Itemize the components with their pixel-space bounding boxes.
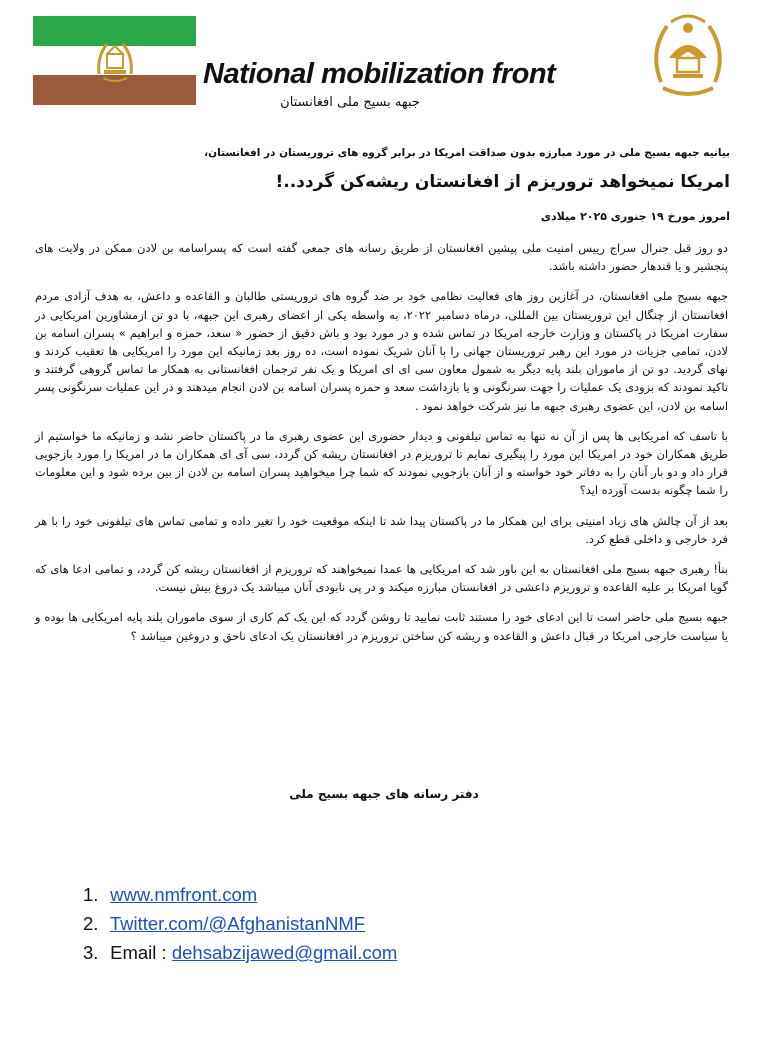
paragraph: جبهه بسیج ملی حاضر است تا این ادعای خود را مستند ثابت نمایید تا روشن گردد که این یک کم کاری از سوی ماموران بلند پایه امریکایی ها بوده و یا سیاست خارجی امریکا در قبال داعش و القاعده و ریشه کن ساختن تروریزم در افغانستان یک ادعای ناحق و دروغین میباشد ؟ [35,610,728,643]
org-name-persian: جبهه بسیج ملی افغانستان [280,95,420,110]
emblem-seal-icon [647,12,729,102]
signature: دفتر رسانه های جبهه بسیج ملی [289,787,479,801]
headline: امریکا نمیخواهد تروریزم از افغانستان ریشه‌کن گردد..! [275,172,730,192]
twitter-link[interactable]: Twitter.com/@AfghanistanNMF [109,913,366,934]
org-name-english: National mobilization front [203,58,556,90]
paragraph: با تاسف که امریکایی ها پس از آن نه تنها به تماس تیلفونی و دیدار حضوری این عضوی رهبری ما در پاکستان حاضر نشد و زمانیکه ما خواستیم از طریق همکاران خود در امریکا این مورد را پیگیری نمایم تا تروریزم در افغانستان ریشه کن گردد، سی آی ای همکاران ما در امریکا را مورد بازجویی قرار داد و دو بار آنان را به دفاتر خود خواسته و از آنان بازجویی نمودند که شما چرا میخواهید پسران اسامه بن لادن از بین برده شود و این معلومات را شما چگونه بدست آورده اید؟ [35,428,728,498]
paragraph: بعد از آن چالش های زیاد امنیتی برای این همکار ما در پاکستان پیدا شد تا اینکه موقعیت خود را تغیر داده و تمامی تماس های تیلفونی خود را با هر فرد خارجی و داخلی قطع کرد. [35,513,728,546]
paragraph: بنأ! رهبری جبهه بسیج ملی افغانستان به این باور شد که امریکایی ها عمدا نمیخواهند که تروریزم از افغانستان ریشه کن گردد، و تمامی ادعا های که گویا امریکا بر علیه القاعده و تروریزم داعشی در افغانستان مبارزه میکند و در پی نابودی آنان میباشد یک دروغ بیش نیست. [35,562,728,595]
national-flag [33,16,196,105]
paragraph: دو روز قبل جنرال سراج رییس امنیت ملی پیشین افغانستان از طریق رسانه های جمعی گفته است که پسراسامه بن لادن ممکن در ولایت های پنجشیر و یا قندهار حضور داشته باشد. [35,241,728,274]
email-link[interactable]: dehsabzijawed@gmail.com [171,942,398,963]
list-number: 1. [83,884,99,905]
list-item [83,909,397,938]
statement-lead: بیانیه جبهه بسیج ملی در مورد مبارزه بدون صداقت امریکا در برابر گروه های تروریستان در افغانستان، [204,147,730,159]
list-number: 2. [83,913,99,934]
statement-body [35,239,728,657]
contact-links [83,880,397,967]
email-label: Email : [110,942,172,963]
list-item [83,880,397,909]
list-item [83,938,397,967]
list-number: 3. [83,942,99,963]
website-link[interactable]: www.nmfront.com [110,884,258,905]
paragraph: جبهه بسیج ملی افغانستان، در آغازین روز های فعالیت نظامی خود بر ضد گروه های تروریستی طالبان و القاعده و داعش، به هدف آزادی مردم افغانستان از چنگال این تروریستان بین المللی، درماه دسامبر ۲۰۲۲، به واسطه یکی از اعضای رهبری این جبهه، با دو تن ازمشاورین امریکایی در سفارت امریکا در پاکستان و وزارت خارجه امریکا در تماس شده و در مورد بود و باش دقیق از حضور « سعد، حمزه و ابراهیم » پسران اسامه بن لادن، تمامی جزیات در مورد این رهبر تروریستان جهانی را با آنان شریک نموده است، ده روز بعد زمانیکه این مورد را امریکایی ها تعقیب کردند و نهای گردید. دو تن از ماموران بلند پایه دیگر به شمول معاون سی ای ای امریکا و یک نفر ترجمان افغانستانی به همکار ما تماس گروهی گرفتند و تاکید نمودند که بزودی یک عملیات را جهت سرنگونی و یا بازداشت سعد و حمزه پسران اسامه بن لادن انجام میدهند و در این عملیات سرنگونی پسر اسامه بن لادن، این عضوی رهبری جبهه ما نیز شرکت خواهد نمود . [35,289,728,413]
flag-emblem-icon [95,34,135,88]
date-line: امروز مورخ ۱۹ جنوری ۲۰۲۵ میلادی [540,210,730,223]
